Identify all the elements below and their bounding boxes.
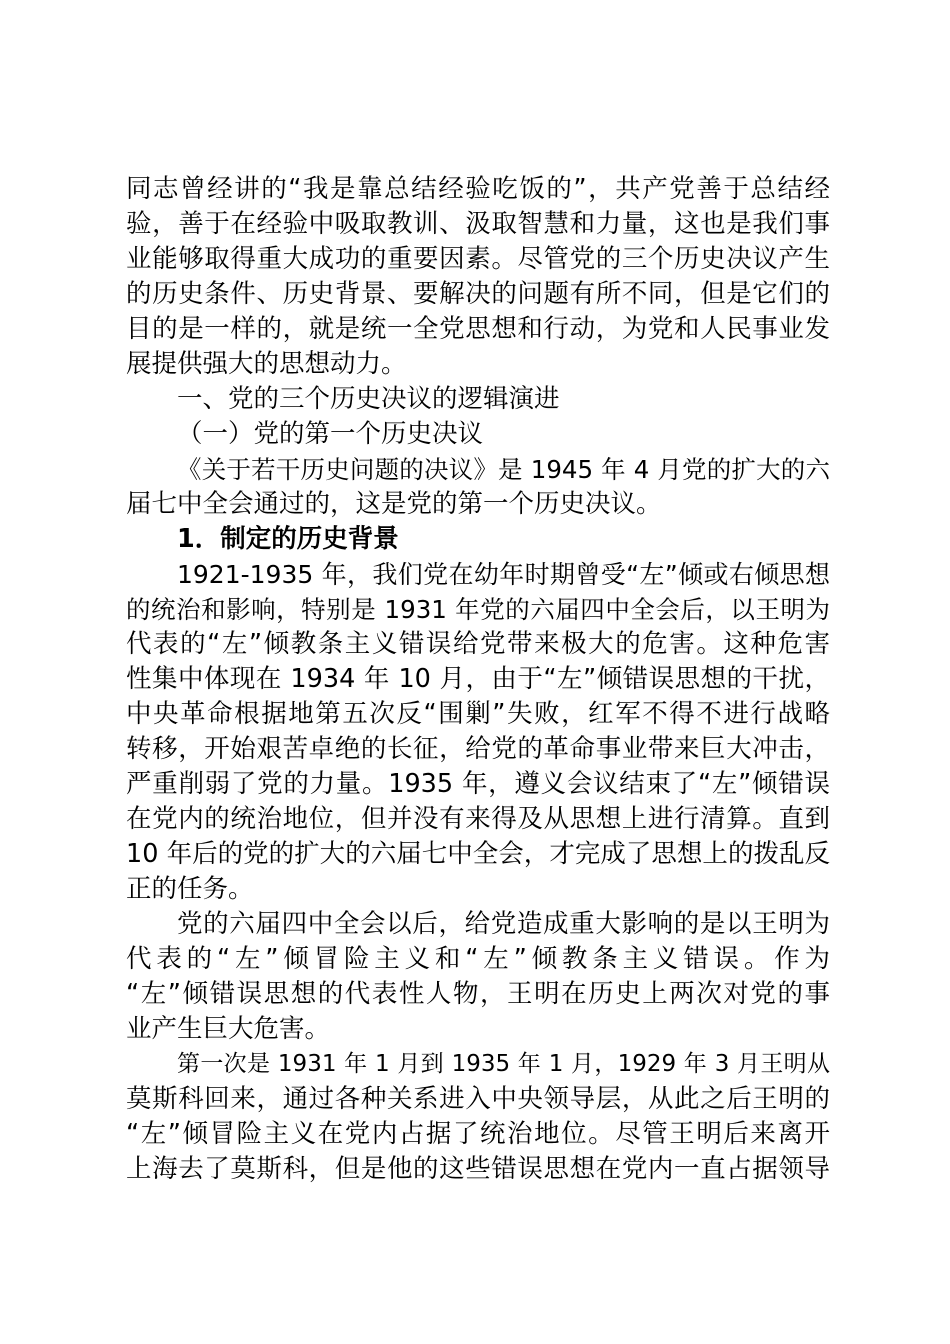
text-line: 的历史条件、历史背景、要解决的问题有所不同，但是它们的 bbox=[126, 279, 830, 309]
text-line: 1921-1935 年，我们党在幼年时期曾受“左”倾或右倾思想 bbox=[177, 560, 830, 589]
text-line: 的统治和影响，特别是 1931 年党的六届四中全会后，以王明为 bbox=[126, 595, 830, 624]
text-line: 上海去了莫斯科，但是他的这些错误思想在党内一直占据领导 bbox=[126, 1154, 830, 1184]
text-line: 代表的“左”倾教条主义错误给党带来极大的危害。这种危害 bbox=[126, 629, 830, 659]
text-line: “左”倾冒险主义在党内占据了统治地位。尽管王明后来离开 bbox=[126, 1119, 830, 1149]
text-line: 届七中全会通过的，这是党的第一个历史决议。 bbox=[126, 489, 662, 519]
text-line: 第一次是 1931 年 1 月到 1935 年 1 月，1929 年 3 月王明从 bbox=[177, 1051, 830, 1077]
document-body bbox=[126, 172, 830, 1187]
text-line: 验，善于在经验中吸取教训、汲取智慧和力量，这也是我们事 bbox=[126, 209, 830, 239]
text-line: 在党内的统治地位，但并没有来得及从思想上进行清算。直到 bbox=[126, 804, 830, 834]
text-line: 展提供强大的思想动力。 bbox=[126, 349, 407, 379]
text-line: 党的六届四中全会以后，给党造成重大影响的是以王明为 bbox=[177, 909, 830, 939]
text-line: 业能够取得重大成功的重要因素。尽管党的三个历史决议产生 bbox=[126, 244, 830, 274]
text-line: “左”倾错误思想的代表性人物，王明在历史上两次对党的事 bbox=[126, 979, 830, 1009]
text-line: 中央革命根据地第五次反“围剿”失败，红军不得不进行战略 bbox=[126, 699, 830, 729]
text-line: 10 年后的党的扩大的六届七中全会，才完成了思想上的拨乱反 bbox=[126, 839, 830, 869]
text-line: 《关于若干历史问题的决议》是 1945 年 4 月党的扩大的六 bbox=[177, 455, 830, 484]
text-line: 同志曾经讲的“我是靠总结经验吃饭的”，共产党善于总结经 bbox=[126, 174, 830, 204]
text-line: 性集中体现在 1934 年 10 月，由于“左”倾错误思想的干扰， bbox=[126, 664, 830, 694]
text-line: 业产生巨大危害。 bbox=[126, 1014, 331, 1044]
text-line: 莫斯科回来，通过各种关系进入中央领导层，从此之后王明的 bbox=[126, 1084, 830, 1114]
text-line: 正的任务。 bbox=[126, 874, 254, 904]
section-heading: 1．制定的历史背景 bbox=[177, 524, 399, 554]
text-line: 一、党的三个历史决议的逻辑演进 bbox=[177, 384, 560, 414]
text-line: 转移，开始艰苦卓绝的长征，给党的革命事业带来巨大冲击， bbox=[126, 734, 830, 764]
text-line: 代表的“左”倾冒险主义和“左”倾教条主义错误。作为 bbox=[126, 944, 830, 974]
text-line: 严重削弱了党的力量。1935 年，遵义会议结束了“左”倾错误 bbox=[126, 769, 830, 799]
text-line: （一）党的第一个历史决议 bbox=[177, 419, 484, 449]
text-line: 目的是一样的，就是统一全党思想和行动，为党和人民事业发 bbox=[126, 314, 830, 344]
